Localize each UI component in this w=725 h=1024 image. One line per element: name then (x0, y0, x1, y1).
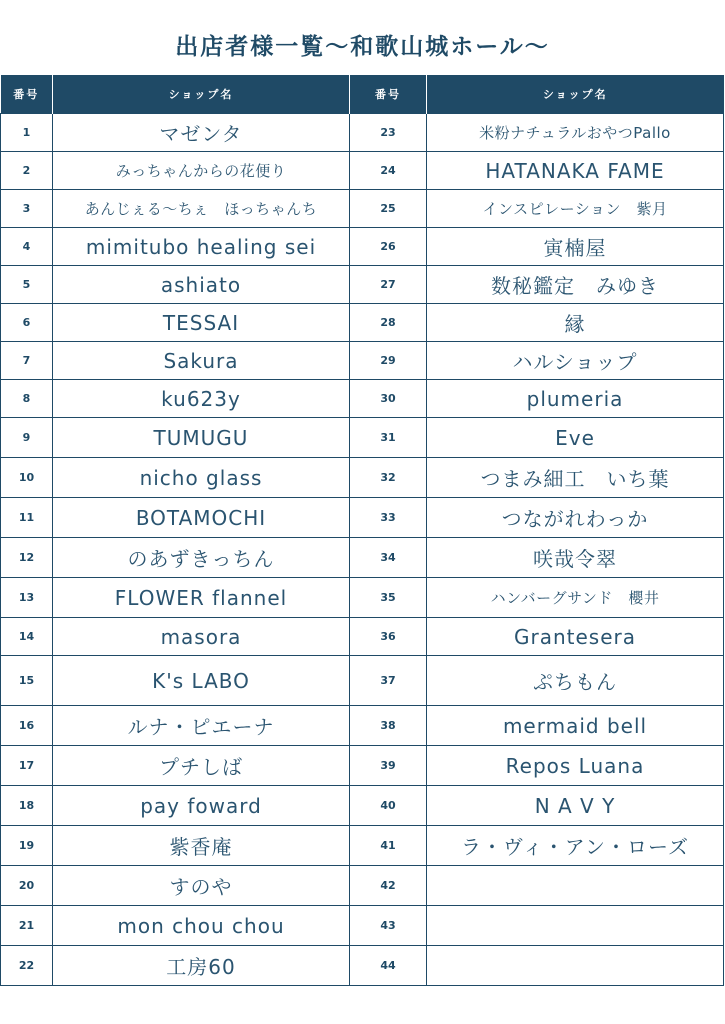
row-number-right: 34 (350, 538, 427, 578)
shop-name-right: 数秘鑑定 みゆき (427, 266, 724, 304)
table-row (1, 342, 724, 380)
shop-name-left: BOTAMOCHI (53, 498, 350, 538)
table-row (1, 458, 724, 498)
row-number-right: 44 (350, 946, 427, 986)
table-row (1, 656, 724, 706)
shop-name-left: 紫香庵 (53, 826, 350, 866)
row-number-left: 14 (1, 618, 53, 656)
table-row (1, 304, 724, 342)
row-number-right: 38 (350, 706, 427, 746)
shop-name-left: TESSAI (53, 304, 350, 342)
row-number-left: 7 (1, 342, 53, 380)
table-row (1, 380, 724, 418)
shop-name-right (427, 906, 724, 946)
row-number-left: 3 (1, 190, 53, 228)
table-row (1, 706, 724, 746)
shop-name-right: 咲哉令翠 (427, 538, 724, 578)
row-number-right: 37 (350, 656, 427, 706)
shop-name-right: 米粉ナチュラルおやつPallo (427, 114, 724, 152)
row-number-right: 41 (350, 826, 427, 866)
shop-name-left: ku623y (53, 380, 350, 418)
row-number-left: 9 (1, 418, 53, 458)
row-number-right: 29 (350, 342, 427, 380)
shop-name-right: N A V Y (427, 786, 724, 826)
shop-name-left: FLOWER flannel (53, 578, 350, 618)
row-number-left: 10 (1, 458, 53, 498)
shop-name-left: mimitubo healing sei (53, 228, 350, 266)
row-number-right: 39 (350, 746, 427, 786)
row-number-right: 28 (350, 304, 427, 342)
shop-name-left: のあずきっちん (53, 538, 350, 578)
row-number-left: 19 (1, 826, 53, 866)
row-number-left: 1 (1, 114, 53, 152)
shop-name-right: 寅楠屋 (427, 228, 724, 266)
header-shop-left: ショップ名 (53, 75, 350, 114)
shop-name-right: ハルショップ (427, 342, 724, 380)
row-number-left: 15 (1, 656, 53, 706)
row-number-left: 20 (1, 866, 53, 906)
shop-name-right: 縁 (427, 304, 724, 342)
table-row (1, 618, 724, 656)
row-number-left: 18 (1, 786, 53, 826)
table-row (1, 538, 724, 578)
row-number-left: 8 (1, 380, 53, 418)
row-number-right: 31 (350, 418, 427, 458)
shop-name-left: TUMUGU (53, 418, 350, 458)
shop-name-right: Grantesera (427, 618, 724, 656)
row-number-left: 16 (1, 706, 53, 746)
shop-name-right (427, 946, 724, 986)
table-row (1, 228, 724, 266)
row-number-left: 2 (1, 152, 53, 190)
row-number-right: 36 (350, 618, 427, 656)
header-row (1, 75, 724, 114)
row-number-left: 21 (1, 906, 53, 946)
table-row (1, 746, 724, 786)
shop-name-right: mermaid bell (427, 706, 724, 746)
row-number-left: 4 (1, 228, 53, 266)
table-row (1, 152, 724, 190)
row-number-right: 42 (350, 866, 427, 906)
row-number-right: 32 (350, 458, 427, 498)
row-number-left: 11 (1, 498, 53, 538)
row-number-right: 26 (350, 228, 427, 266)
row-number-left: 6 (1, 304, 53, 342)
table-row (1, 114, 724, 152)
shop-name-left: ルナ・ピエーナ (53, 706, 350, 746)
shop-name-left: みっちゃんからの花便り (53, 152, 350, 190)
row-number-left: 17 (1, 746, 53, 786)
shop-name-right: Eve (427, 418, 724, 458)
table-row (1, 946, 724, 986)
shop-name-left: 工房60 (53, 946, 350, 986)
shop-name-right: インスピレーション 紫月 (427, 190, 724, 228)
row-number-left: 13 (1, 578, 53, 618)
row-number-right: 25 (350, 190, 427, 228)
header-shop-right: ショップ名 (427, 75, 724, 114)
table-row (1, 418, 724, 458)
row-number-right: 27 (350, 266, 427, 304)
shop-name-right: HATANAKA FAME (427, 152, 724, 190)
table-row (1, 266, 724, 304)
row-number-left: 12 (1, 538, 53, 578)
shop-name-right: plumeria (427, 380, 724, 418)
row-number-right: 24 (350, 152, 427, 190)
shop-name-right (427, 866, 724, 906)
header-number-left: 番号 (1, 75, 53, 114)
shop-name-right: ラ・ヴィ・アン・ローズ (427, 826, 724, 866)
shop-name-left: pay foward (53, 786, 350, 826)
table-row (1, 578, 724, 618)
shop-name-left: プチしば (53, 746, 350, 786)
shop-name-right: つながれわっか (427, 498, 724, 538)
shop-name-left: ashiato (53, 266, 350, 304)
row-number-right: 30 (350, 380, 427, 418)
table-row (1, 498, 724, 538)
shop-name-left: Sakura (53, 342, 350, 380)
shop-name-right: Repos Luana (427, 746, 724, 786)
shop-name-left: すのや (53, 866, 350, 906)
exhibitor-table (0, 75, 724, 986)
shop-name-left: あんじぇる〜ちぇ ほっちゃんち (53, 190, 350, 228)
page-title: 出店者様一覧～和歌山城ホール～ (175, 34, 550, 60)
table-row (1, 906, 724, 946)
shop-name-right: ぷちもん (427, 656, 724, 706)
row-number-right: 33 (350, 498, 427, 538)
row-number-left: 5 (1, 266, 53, 304)
shop-name-right: つまみ細工 いち葉 (427, 458, 724, 498)
table-row (1, 190, 724, 228)
shop-name-left: masora (53, 618, 350, 656)
row-number-right: 43 (350, 906, 427, 946)
table-row (1, 826, 724, 866)
shop-name-left: マゼンタ (53, 114, 350, 152)
row-number-right: 23 (350, 114, 427, 152)
header-number-right: 番号 (350, 75, 427, 114)
row-number-right: 35 (350, 578, 427, 618)
shop-name-left: nicho glass (53, 458, 350, 498)
row-number-right: 40 (350, 786, 427, 826)
shop-name-left: mon chou chou (53, 906, 350, 946)
table-row (1, 866, 724, 906)
table-row (1, 786, 724, 826)
shop-name-left: K's LABO (53, 656, 350, 706)
shop-name-right: ハンバーグサンド 櫻井 (427, 578, 724, 618)
row-number-left: 22 (1, 946, 53, 986)
